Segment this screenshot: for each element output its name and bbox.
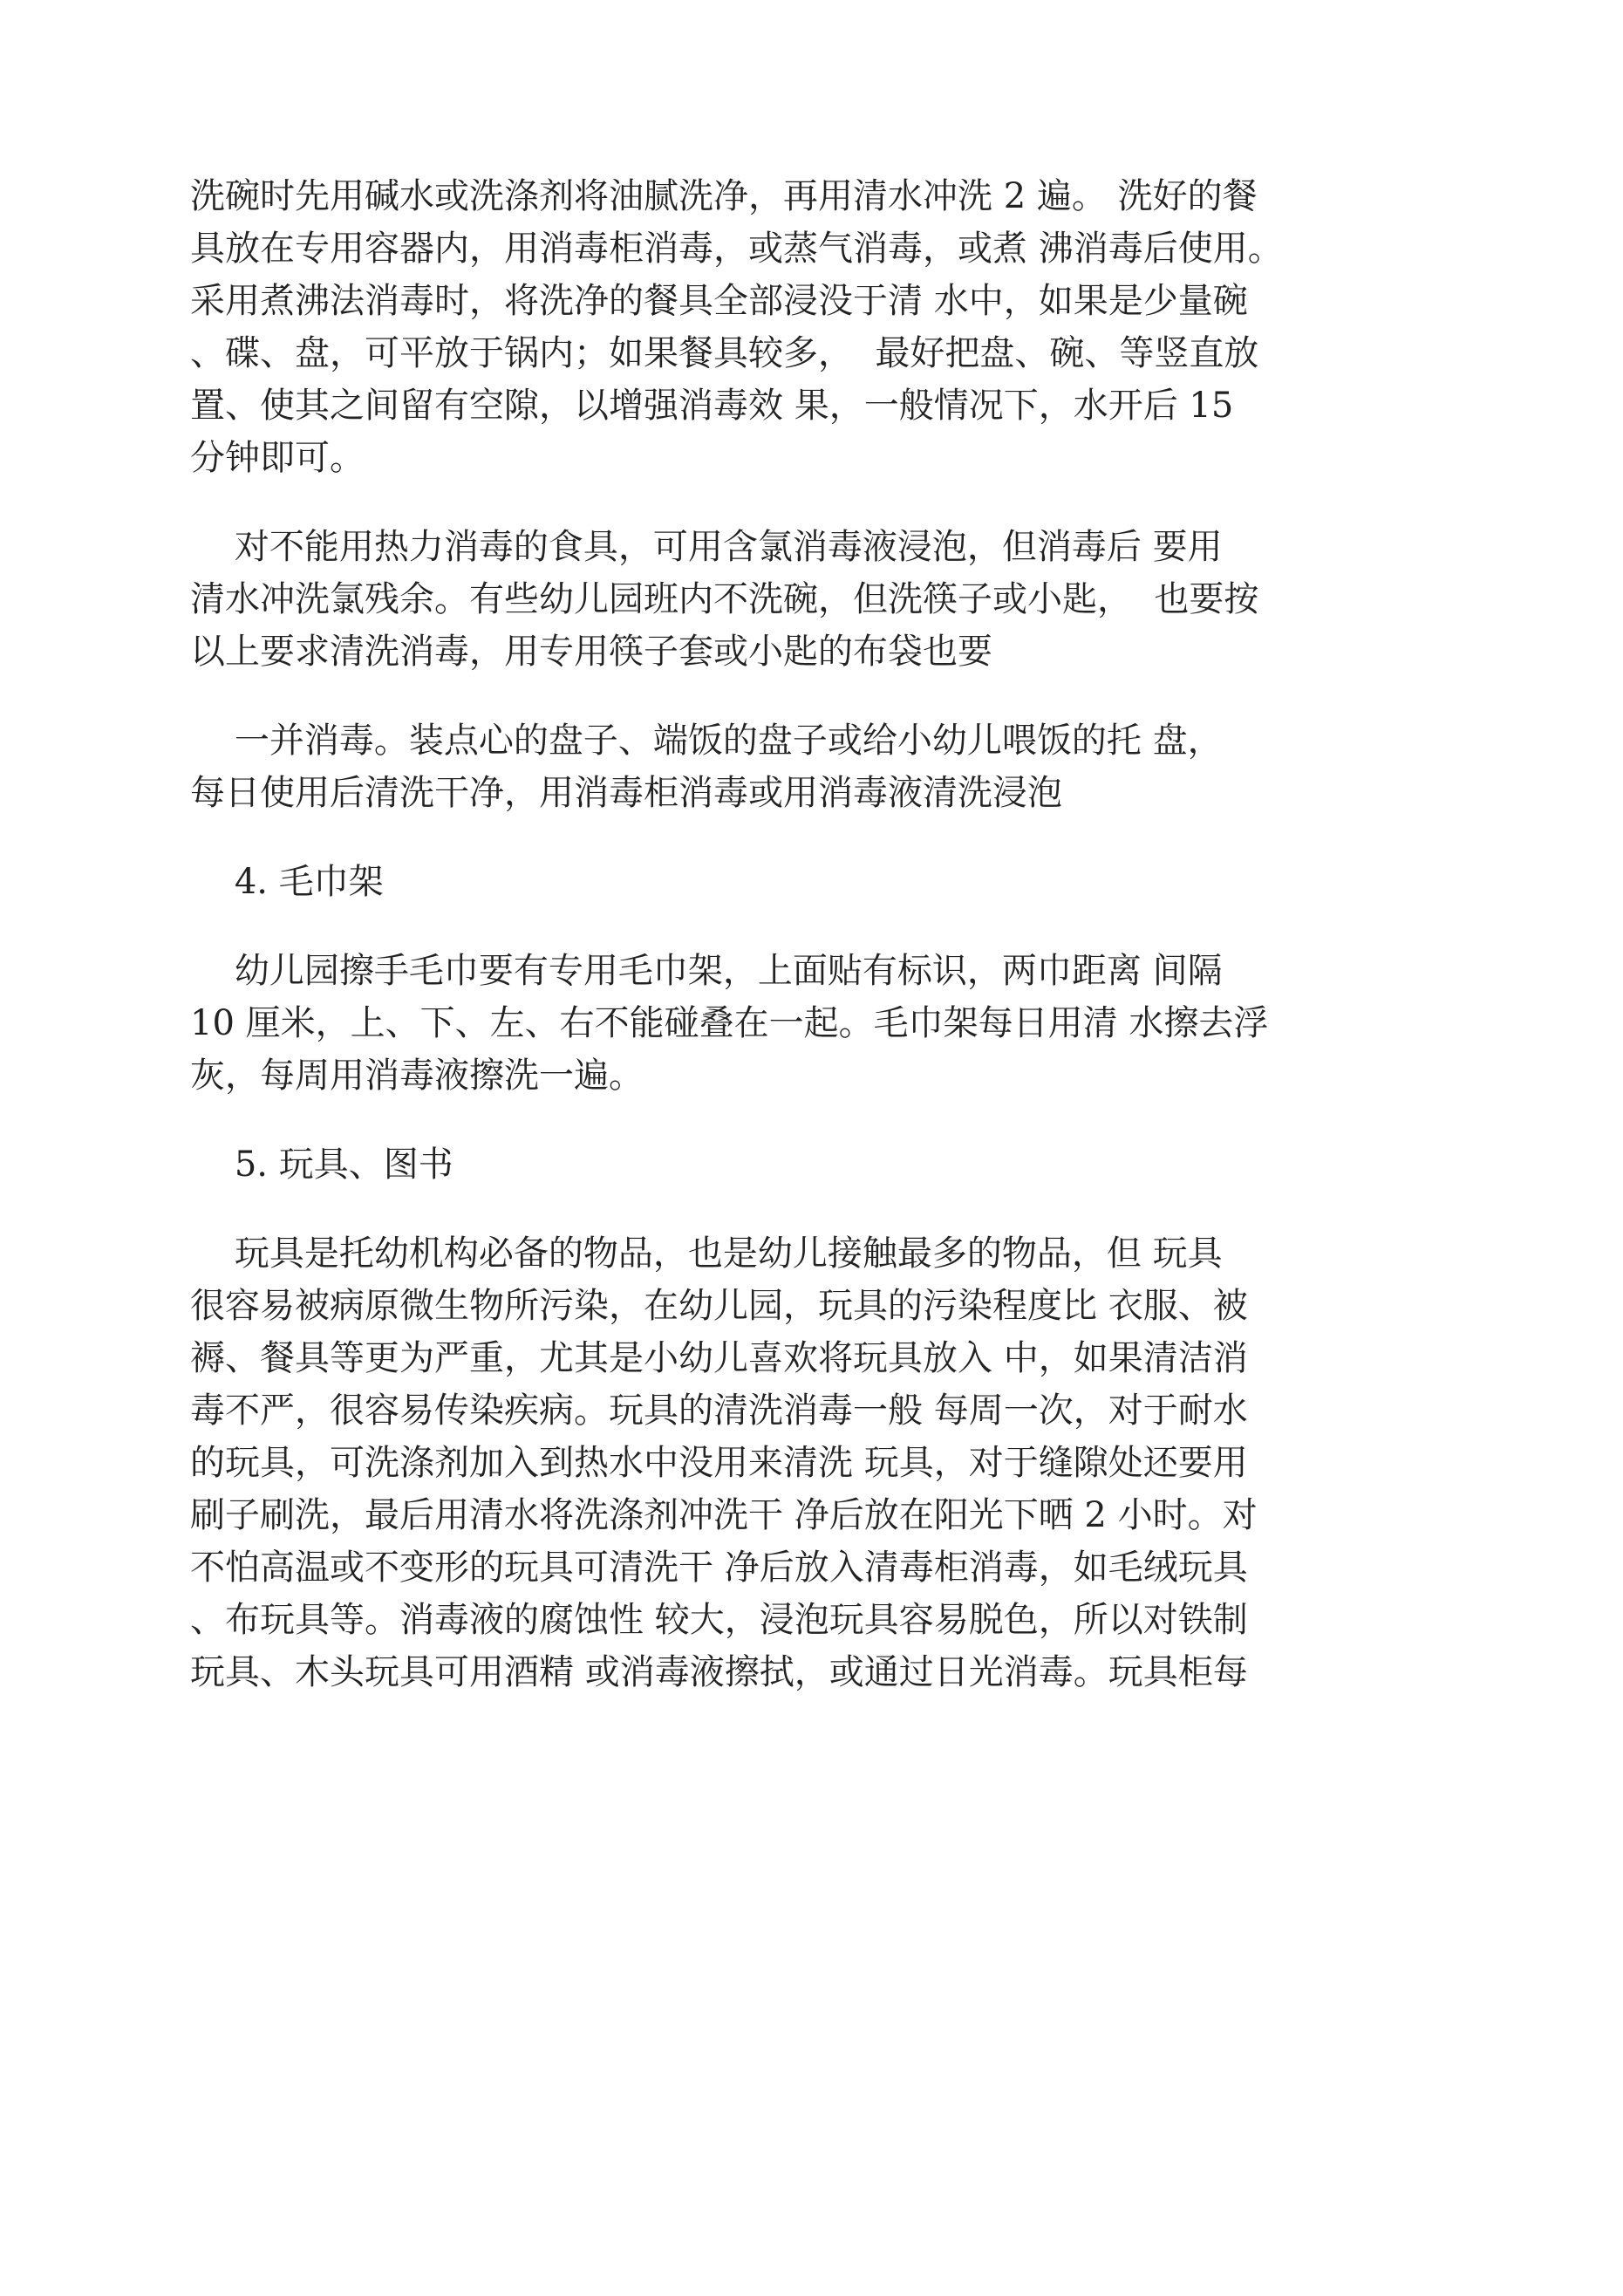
- text-line: 洗碗时先用碱水或洗涤剂将油腻洗净，再用清水冲洗 2 遍。 洗好的餐: [190, 176, 1258, 216]
- paragraph-gap: [190, 678, 1455, 714]
- section-heading: 5. 玩具、图书: [190, 1145, 453, 1185]
- text-line: 幼儿园擦手毛巾要有专用毛巾架，上面贴有标识，两巾距离 间隔: [190, 951, 1223, 991]
- text-line: 毒不严，很容易传染疾病。玩具的清洗消毒一般 每周一次，对于耐水: [190, 1391, 1248, 1431]
- paragraph-gap: [190, 908, 1455, 945]
- paragraph-gap: [190, 1191, 1455, 1227]
- text-line: 清水冲洗氯残余。有些幼儿园班内不洗碗，但洗筷子或小匙， 也要按: [190, 579, 1259, 619]
- text-line: 、布玩具等。消毒液的腐蚀性 较大，浸泡玩具容易脱色，所以对铁制: [190, 1600, 1248, 1640]
- text-line: 以上要求清洗消毒，用专用筷子套或小匙的布袋也要: [190, 632, 992, 672]
- text-line: 对不能用热力消毒的食具，可用含氯消毒液浸泡，但消毒后 要用: [190, 527, 1223, 567]
- text-line: 刷子刷洗，最后用清水将洗涤剂冲洗干 净后放在阳光下晒 2 小时。对: [190, 1495, 1258, 1535]
- text-line: 10 厘米，上、下、左、右不能碰叠在一起。毛巾架每日用清 水擦去浮: [190, 1003, 1269, 1043]
- text-line: 不怕高温或不变形的玩具可清洗干 净后放入清毒柜消毒，如毛绒玩具: [190, 1548, 1248, 1588]
- text-line: 的玩具，可洗涤剂加入到热水中没用来清洗 玩具，对于缝隙处还要用: [190, 1443, 1248, 1483]
- text-line: 分钟即可。: [190, 438, 365, 478]
- paragraph-gap: [190, 819, 1455, 856]
- text-line: 置、使其之间留有空隙，以增强消毒效 果，一般情况下，水开后 15: [190, 386, 1234, 426]
- text-line: 褥、餐具等更为严重，尤其是小幼儿喜欢将玩具放入 中，如果清洁消: [190, 1338, 1248, 1378]
- text-line: 很容易被病原微生物所污染，在幼儿园，玩具的污染程度比 衣服、被: [190, 1286, 1248, 1326]
- text-line: 每日使用后清洗干净，用消毒柜消毒或用消毒液清洗浸泡: [190, 773, 1062, 813]
- text-line: 具放在专用容器内，用消毒柜消毒，或蒸气消毒，或煮 沸消毒后使用。: [190, 229, 1283, 269]
- document-body: [190, 170, 1455, 1698]
- paragraph-gap: [190, 1102, 1455, 1138]
- paragraph-gap: [190, 484, 1455, 521]
- text-line: 采用煮沸法消毒时，将洗净的餐具全部浸没于清 水中，如果是少量碗: [190, 281, 1248, 321]
- section-heading: 4. 毛巾架: [190, 862, 384, 902]
- text-line: 玩具是托幼机构必备的物品，也是幼儿接触最多的物品，但 玩具: [190, 1233, 1223, 1274]
- text-line: 灰，每周用消毒液擦洗一遍。: [190, 1056, 644, 1096]
- text-line: 、碟、盘，可平放于锅内；如果餐具较多， 最好把盘、碗、等竖直放: [190, 333, 1259, 373]
- text-line: 玩具、木头玩具可用酒精 或消毒液擦拭，或通过日光消毒。玩具柜每: [190, 1652, 1248, 1692]
- text-line: 一并消毒。装点心的盘子、端饭的盘子或给小幼儿喂饭的托 盘，: [190, 721, 1223, 761]
